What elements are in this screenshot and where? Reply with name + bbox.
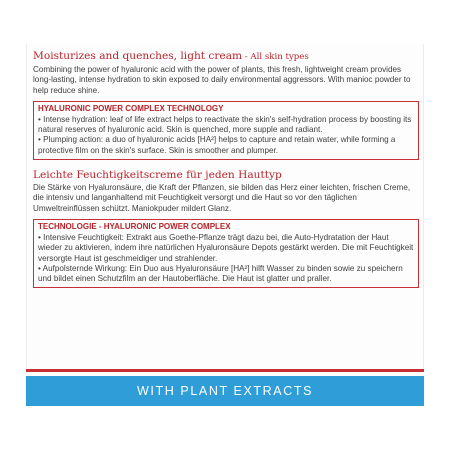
english-heading-subtitle: - All skin types (242, 52, 309, 62)
english-bullet-plumping: • Plumping action: a duo of hyaluronic acids [HA²] helps to capture and retain water, while forming a protective film on the skin's surface. Skin is smoother and plumper. (38, 135, 396, 155)
english-bullet-hydration: • Intense hydration: leaf of life extract helps to reactivate the skin's self-hydration process by boosting its natural reserves of hyaluronic acid. Skin is quenched, more supple and radiant. (38, 114, 412, 135)
english-technology-title: HYALURONIC POWER COMPLEX TECHNOLOGY (38, 103, 224, 113)
german-heading: Leichte Feuchtigkeitscreme für jeden Hauttyp (33, 169, 282, 182)
german-technology-title: TECHNOLOGIE - HYALURONIC POWER COMPLEX (38, 221, 231, 231)
german-intro-text: Die Stärke von Hyaluronsäure, die Kraft der Pflanzen, sie bilden das Herz einer leichten, frischen Creme, die intensiv und langanhaltend mit Feuchtigkeit versorgt und die Haut so vor den täglichen Umweltreinflüssen schützt. Maniokpuder mildert Glanz. (33, 183, 411, 213)
label-panel (26, 44, 424, 370)
plant-extracts-banner-label: WITH PLANT EXTRACTS (136, 384, 314, 398)
german-bullet-plumping: • Aufpolsternde Wirkung: Ein Duo aus Hyaluronsäure [HA²] hilft Wasser zu binden sowie zu speichern und bildet einen Schutzfilm an der Hautoberfläche. Die Haut ist glatter und praller. (38, 263, 403, 284)
banner-bottom-gap (26, 406, 424, 408)
english-heading-title: Moisturizes and quenches, light cream (33, 50, 243, 62)
german-technology-box (33, 219, 419, 288)
english-heading (33, 50, 419, 64)
red-divider-line (26, 369, 424, 372)
english-technology-box (33, 101, 419, 160)
plant-extracts-banner (26, 376, 424, 406)
english-intro-text: Combining the power of hyaluronic acid with the power of plants, this fresh, lightweight cream provides long-lasting, intense hydration to skin exposed to daily environmental aggressors. With manioc powder to help reduce shine. (33, 65, 411, 95)
german-bullet-hydration: • Intensive Feuchtigkeit: Extrakt aus Goethe-Pflanze trägt dazu bei, die Auto-Hydratation der Haut wieder zu aktivieren, indem ihre natürlichen Hyaluronsäure Depots gestärkt werden. Die mit Feuchtigkeit versorgte Haut ist geschmeidiger und strahlender. (38, 232, 414, 263)
